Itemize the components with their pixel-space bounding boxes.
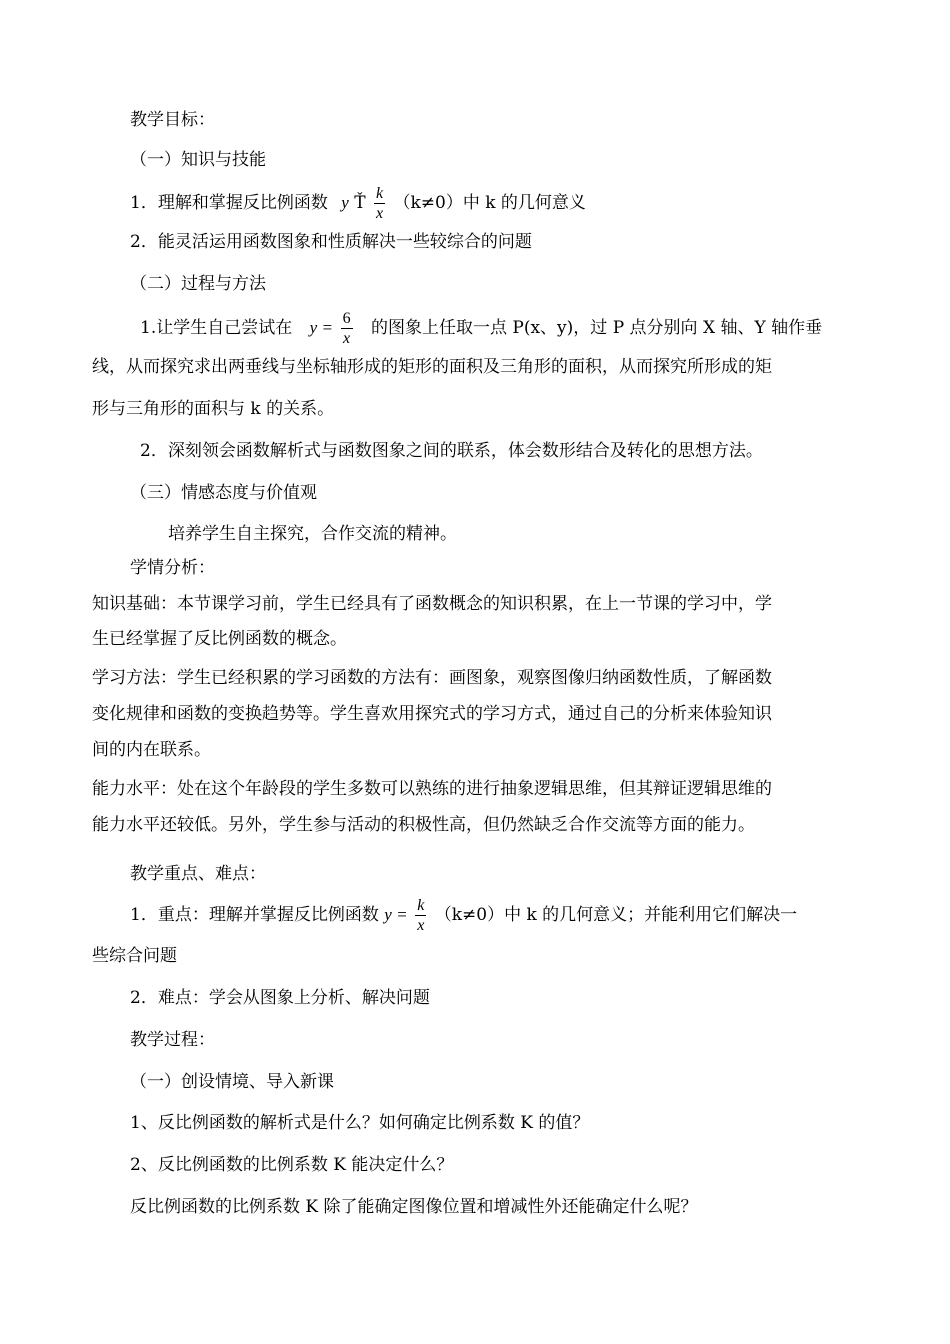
heading-student-analysis: 学情分析： — [130, 558, 215, 578]
fraction-k-over-x — [374, 186, 385, 222]
difficult-point-line: 2．难点：学会从图象上分析、解决问题 — [130, 988, 430, 1008]
analysis-ability-line-1: 能力水平：处在这个年龄段的学生多数可以熟练的进行抽象逻辑思维，但其辩证逻辑思维的 — [92, 779, 772, 799]
text-prefix: 1．重点：理解并掌握反比例函数 — [130, 905, 379, 925]
attitude-line-1: 培养学生自主探究，合作交流的精神。 — [168, 524, 457, 544]
question-1: 1、反比例函数的解析式是什么？如何确定比例系数 K 的值？ — [130, 1113, 590, 1133]
fraction-numerator: 6 — [342, 309, 351, 327]
analysis-knowledge-line-2: 生已经掌握了反比例函数的概念。 — [92, 629, 347, 649]
process-line-4: 2．深刻领会函数解析式与函数图象之间的联系，体会数形结合及转化的思想方法。 — [140, 441, 763, 461]
fraction-numerator: k — [417, 896, 425, 914]
objective-line-2: 2．能灵活运用函数图象和性质解决一些较综合的问题 — [130, 232, 532, 252]
key-point-line-1 — [130, 895, 797, 935]
question-3: 反比例函数的比例系数 K 除了能确定图像位置和增减性外还能确定什么呢？ — [130, 1197, 698, 1217]
garbled-glyph: Ť — [354, 193, 366, 213]
subheading-process-method: （二）过程与方法 — [130, 274, 266, 294]
fraction-6-over-x — [341, 311, 353, 347]
var-y: y — [384, 905, 392, 924]
heading-teaching-objectives: 教学目标： — [130, 110, 215, 130]
equals-sign: = — [397, 905, 407, 924]
heading-teaching-process: 教学过程： — [130, 1030, 215, 1050]
analysis-ability-line-2: 能力水平还较低。另外，学生参与活动的积极性高，但仍然缺乏合作交流等方面的能力。 — [92, 815, 755, 835]
process-line-2: 线，从而探究求出两垂线与坐标轴形成的矩形的面积及三角形的面积，从而探究所形成的矩 — [92, 357, 772, 377]
text-prefix: 1.让学生自己尝试在 — [140, 318, 293, 338]
fraction-numerator: k — [375, 184, 384, 202]
fraction-k-over-x — [415, 898, 426, 934]
subheading-scenario-intro: （一）创设情境、导入新课 — [130, 1072, 334, 1092]
subheading-attitude-values: （三）情感态度与价值观 — [130, 483, 317, 503]
fraction-denominator: x — [375, 204, 384, 222]
subheading-knowledge-skills: （一）知识与技能 — [130, 150, 266, 170]
text-suffix: （k≠0）中 k 的几何意义；并能利用它们解决一 — [434, 905, 798, 925]
process-line-1 — [140, 308, 822, 348]
question-2: 2、反比例函数的比例系数 K 能决定什么？ — [130, 1155, 454, 1175]
text-suffix: （k≠0）中 k 的几何意义 — [393, 193, 586, 213]
fraction-denominator: x — [343, 329, 351, 347]
var-y: y — [341, 193, 349, 212]
fraction-denominator: x — [417, 916, 425, 934]
text-suffix: 的图象上任取一点 P(x、y)，过 P 点分别向 X 轴、Y 轴作垂 — [371, 318, 823, 338]
text-prefix: 1．理解和掌握反比例函数 — [130, 193, 328, 213]
analysis-method-line-2: 变化规律和函数的变换趋势等。学生喜欢用探究式的学习方式，通过自己的分析来体验知识 — [92, 704, 772, 724]
equals-sign: = — [322, 318, 333, 337]
process-line-3: 形与三角形的面积与 k 的关系。 — [92, 399, 335, 419]
objective-line-1 — [130, 183, 586, 223]
analysis-knowledge-line-1: 知识基础：本节课学习前，学生已经具有了函数概念的知识积累，在上一节课的学习中，学 — [92, 594, 772, 614]
var-y: y — [309, 318, 318, 337]
analysis-method-line-1: 学习方法：学生已经积累的学习函数的方法有：画图象，观察图像归纳函数性质，了解函数 — [92, 668, 772, 688]
key-point-line-2: 些综合问题 — [92, 946, 177, 966]
analysis-method-line-3: 间的内在联系。 — [92, 740, 211, 760]
heading-key-difficult-points: 教学重点、难点： — [130, 864, 266, 884]
